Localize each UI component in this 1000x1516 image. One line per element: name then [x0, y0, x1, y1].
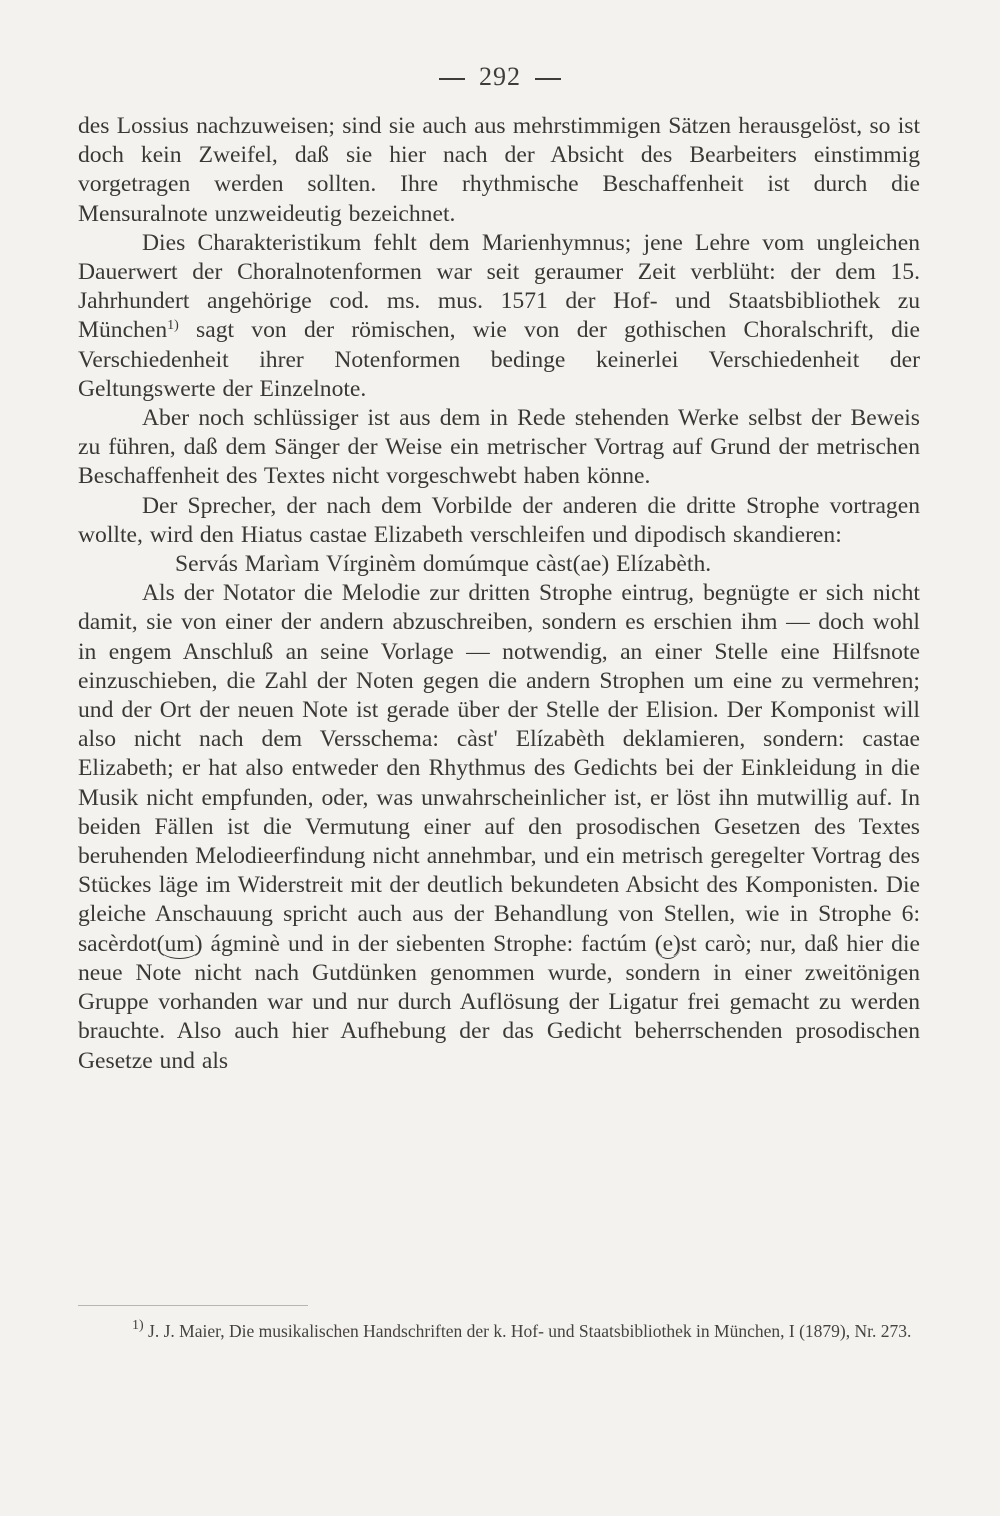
footnote-text: J. J. Maier, Die musikalischen Handschriften der k. Hof- und Staatsbibliothek in München, I (1879), Nr. 273. [148, 1321, 912, 1341]
paragraph-1: des Lossius nachzuweisen; sind sie auch aus mehrstimmigen Sätzen herausgelöst, so ist doch kein Zweifel, daß sie hier nach der Absicht des Bearbeiters einstimmig vorgetragen werden sollten. Ihre rhythmische Beschaffenheit ist durch die Mensuralnote unzweideutig bezeichnet. [78, 113, 920, 227]
dash-right [535, 78, 561, 80]
footnote-rule [78, 1305, 308, 1306]
page-number: 292 [0, 62, 1000, 92]
paragraph-4: Der Sprecher, der nach dem Vorbilde der anderen die dritte Strophe vortragen wollte, wird den Hiatus castae Elizabeth verschleifen und dipodisch skandieren: [78, 492, 920, 548]
footnote-marker: 1) [132, 1318, 144, 1333]
paragraph-5: Als der Notator die Melodie zur dritten Strophe eintrug, begnügte er sich nicht damit, sie von einer der andern abzuschreiben, sondern es erschien ihm — doch wohl in engem Anschluß an seine Vorlage — notwendig, an einer Stelle eine Hilfsnote einzuschieben, die Zahl der Noten gegen die andern Strophen um eine zu vermehren; und der Ort der neuen Note ist gerade über der Stelle der Elision. Der Komponist will also nicht nach dem Versschema: càst' Elízabèth deklamieren, sondern: castae Elizabeth; er hat also entweder den Rhythmus des Gedichts bei der Einkleidung in die Musik nicht empfunden, oder, was unwahrscheinlicher ist, er löst ihn mutwillig auf. In beiden Fällen ist die Vermutung einer auf den prosodischen Gesetzen des Textes beruhenden Melodieerfindung nicht annehmbar, und ein metrisch geregelter Vortrag des Stückes läge im Widerstreit mit der deutlich bekundeten Absicht des Komponisten. Die gleiche Anschauung spricht auch aus der Behandlung von Stellen, wie in Strophe 6: sacèrdot(um) ágminè und in der siebenten Strophe: factúm (e)st carò; nur, daß hier die neue Note nicht nach Gutdünken genommen wurde, sondern in einer zweitönigen Gruppe vorhanden war und nur durch Auflösung der Ligatur frei gemacht zu werden brauchte. Also auch hier Aufhebung der das Gedicht beherrschenden prosodischen Gesetze und als [78, 580, 920, 1074]
paragraph-2: Dies Charakteristikum fehlt dem Marienhymnus; jene Lehre vom ungleichen Dauerwert der Choralnotenformen war seit geraumer Zeit verblüht: der dem 15. Jahrhundert angehörige cod. ms. mus. 1571 der Hof- und Staatsbibliothek zu München$^{1)}$ sagt von der römischen, wie von der gothischen Choralschrift, die Verschiedenheit ihrer Notenformen bedinge keinerlei Verschiedenheit der Geltungswerte der Einzelnote. [78, 229, 920, 402]
paragraph-3: Aber noch schlüssiger ist aus dem in Rede stehenden Werke selbst der Beweis zu führen, daß dem Sänger der Weise ein metrischer Vortrag auf Grund der metrischen Beschaffenheit des Textes nicht vorgeschwebt haben könne. [78, 405, 920, 490]
body-text [78, 112, 920, 1076]
elision-tie: (um) [156, 930, 203, 957]
elision-tie: (e) [654, 930, 681, 957]
footnote [78, 1319, 920, 1343]
footnote-reference: 1) [167, 318, 179, 334]
verse-line: Servás Marìam Vírginèm domúmque càst(ae) Elízabèth. [175, 551, 712, 578]
dash-left [439, 78, 465, 80]
